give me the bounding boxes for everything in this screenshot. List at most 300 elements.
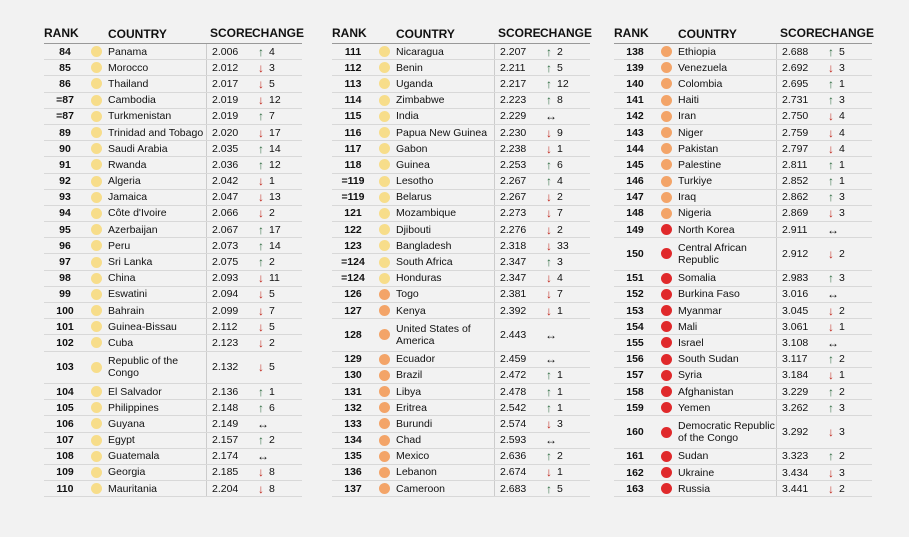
level-cell <box>86 176 106 187</box>
table-row <box>44 416 302 432</box>
country-name: Lebanon <box>396 466 437 479</box>
rank-value: 147 <box>626 191 644 204</box>
table-header <box>614 20 875 44</box>
table-row <box>614 416 872 448</box>
change-value: 5 <box>269 320 275 333</box>
rank-value: 141 <box>626 94 644 107</box>
level-cell <box>374 176 394 187</box>
country-name: Mexico <box>396 450 430 463</box>
change-cell <box>250 360 302 374</box>
change-value: 3 <box>839 401 845 414</box>
arrow-up-icon: ↑ <box>546 368 552 383</box>
level-dot-icon <box>91 321 102 332</box>
change-cell <box>538 255 590 269</box>
score-value: 2.574 <box>494 416 538 431</box>
rank-value: 145 <box>626 158 644 171</box>
country-name: Trinidad and Tobago <box>108 126 204 139</box>
level-dot-icon <box>379 483 390 494</box>
arrow-down-icon: ↓ <box>828 319 834 334</box>
level-dot-icon <box>661 483 672 494</box>
level-dot-icon <box>91 62 102 73</box>
level-dot-icon <box>379 354 390 365</box>
country-name: Guinea-Bissau <box>108 320 177 333</box>
rank-value: 114 <box>344 94 362 107</box>
score-value: 3.441 <box>776 481 820 496</box>
change-value: 8 <box>269 466 275 479</box>
rank-value: 132 <box>344 401 362 414</box>
score-value: 2.811 <box>776 157 820 172</box>
score-value: 2.392 <box>494 303 538 318</box>
country-name: Cameroon <box>396 482 446 495</box>
country-name: Turkiye <box>678 175 713 188</box>
change-value: 1 <box>839 369 845 382</box>
arrow-down-icon: ↓ <box>828 465 834 480</box>
level-dot-icon <box>379 329 390 340</box>
change-value: 1 <box>557 385 563 398</box>
change-value: 9 <box>557 126 563 139</box>
change-cell <box>538 304 590 318</box>
score-value: 3.292 <box>776 416 820 447</box>
level-dot-icon <box>661 224 672 235</box>
change-value: 12 <box>557 77 569 90</box>
level-dot-icon <box>91 402 102 413</box>
table-row <box>614 303 872 319</box>
arrow-down-icon: ↓ <box>258 174 264 189</box>
change-cell <box>250 271 302 285</box>
score-value: 2.020 <box>206 125 250 140</box>
arrow-up-icon: ↑ <box>828 352 834 367</box>
score-value: 2.230 <box>494 125 538 140</box>
level-dot-icon <box>91 176 102 187</box>
change-cell <box>820 368 872 382</box>
rank-value: 89 <box>59 126 71 139</box>
score-value: 2.318 <box>494 238 538 253</box>
table-row <box>614 449 872 465</box>
change-value: 3 <box>557 256 563 269</box>
level-cell <box>374 273 394 284</box>
level-cell <box>374 483 394 494</box>
score-value: 2.347 <box>494 254 538 269</box>
change-cell <box>820 271 872 285</box>
level-cell <box>374 305 394 316</box>
change-cell <box>250 61 302 75</box>
change-value: 2 <box>269 207 275 220</box>
table-row <box>44 287 302 303</box>
change-value: 4 <box>557 272 563 285</box>
rank-header: RANK <box>332 26 367 40</box>
arrow-down-icon: ↓ <box>258 303 264 318</box>
rank-column-3 <box>614 20 875 497</box>
country-name: South Africa <box>396 256 453 269</box>
level-cell <box>656 159 676 170</box>
rank-value: 161 <box>626 450 644 463</box>
arrow-up-icon: ↑ <box>828 190 834 205</box>
level-cell <box>86 240 106 251</box>
rank-value: 102 <box>56 336 74 349</box>
arrow-down-icon: ↓ <box>258 125 264 140</box>
rank-value: 86 <box>59 77 71 90</box>
change-cell <box>820 77 872 91</box>
table-row <box>614 319 872 335</box>
level-cell <box>656 46 676 57</box>
change-value: 12 <box>269 94 281 107</box>
table-row <box>614 222 872 238</box>
arrow-down-icon: ↓ <box>258 465 264 480</box>
arrow-down-icon: ↓ <box>828 60 834 75</box>
level-cell <box>656 305 676 316</box>
change-cell <box>250 109 302 123</box>
change-cell <box>250 174 302 188</box>
level-dot-icon <box>661 402 672 413</box>
change-value: 7 <box>269 304 275 317</box>
country-name: Belarus <box>396 191 432 204</box>
rank-value: 118 <box>344 158 362 171</box>
score-value: 2.094 <box>206 287 250 302</box>
country-name: Ecuador <box>396 353 436 366</box>
arrow-up-icon: ↑ <box>828 271 834 286</box>
arrow-up-icon: ↑ <box>828 157 834 172</box>
score-value: 2.381 <box>494 287 538 302</box>
level-cell <box>86 467 106 478</box>
change-value: 17 <box>269 223 281 236</box>
change-cell <box>820 93 872 107</box>
level-dot-icon <box>379 402 390 413</box>
rank-value: 106 <box>56 417 74 430</box>
change-cell <box>820 466 872 480</box>
score-value: 3.045 <box>776 303 820 318</box>
table-row <box>614 141 872 157</box>
level-dot-icon <box>91 362 102 373</box>
change-value: 2 <box>839 385 845 398</box>
score-value: 3.184 <box>776 368 820 383</box>
arrow-both-icon: ↔ <box>827 335 839 350</box>
change-value: 2 <box>557 45 563 58</box>
arrow-up-icon: ↑ <box>546 400 552 415</box>
change-value: 4 <box>269 45 275 58</box>
change-cell <box>820 449 872 463</box>
level-dot-icon <box>91 224 102 235</box>
table-row <box>44 157 302 173</box>
rank-value: 111 <box>344 45 362 58</box>
arrow-down-icon: ↓ <box>258 319 264 334</box>
level-cell <box>86 78 106 89</box>
country-name: Niger <box>678 126 704 139</box>
rank-value: 104 <box>56 385 74 398</box>
table-row <box>332 368 590 384</box>
change-value: 1 <box>839 158 845 171</box>
level-dot-icon <box>379 370 390 381</box>
change-cell <box>538 93 590 107</box>
rank-value: 135 <box>344 450 362 463</box>
level-cell <box>374 111 394 122</box>
score-value: 2.636 <box>494 449 538 464</box>
table-row <box>44 319 302 335</box>
level-cell <box>656 127 676 138</box>
arrow-down-icon: ↓ <box>258 287 264 302</box>
level-cell <box>374 418 394 429</box>
score-value: 2.006 <box>206 44 250 59</box>
score-header: SCORE <box>780 26 823 40</box>
table-row <box>332 271 590 287</box>
arrow-down-icon: ↓ <box>258 360 264 375</box>
arrow-up-icon: ↑ <box>258 255 264 270</box>
level-cell <box>656 289 676 300</box>
country-name: Burundi <box>396 417 433 430</box>
country-name: Ukraine <box>678 466 715 479</box>
country-name: Pakistan <box>678 142 719 155</box>
table-row <box>332 60 590 76</box>
arrow-up-icon: ↑ <box>828 400 834 415</box>
level-dot-icon <box>91 451 102 462</box>
country-name: Ethiopia <box>678 45 716 58</box>
level-dot-icon <box>379 78 390 89</box>
level-dot-icon <box>91 143 102 154</box>
rank-value: 85 <box>59 61 71 74</box>
arrow-down-icon: ↓ <box>546 303 552 318</box>
change-cell <box>538 482 590 496</box>
arrow-both-icon: ↔ <box>545 327 557 342</box>
change-cell <box>250 433 302 447</box>
change-value: 6 <box>269 401 275 414</box>
level-dot-icon <box>379 273 390 284</box>
rank-value: =119 <box>341 191 365 204</box>
level-dot-icon <box>661 467 672 478</box>
arrow-up-icon: ↑ <box>258 400 264 415</box>
country-name: Afghanistan <box>678 385 734 398</box>
level-cell <box>86 451 106 462</box>
table-row <box>44 481 302 497</box>
rank-value: 84 <box>59 45 71 58</box>
arrow-down-icon: ↓ <box>546 416 552 431</box>
change-cell <box>250 287 302 301</box>
level-cell <box>86 402 106 413</box>
level-dot-icon <box>661 127 672 138</box>
arrow-down-icon: ↓ <box>828 303 834 318</box>
change-cell <box>820 206 872 220</box>
level-dot-icon <box>379 257 390 268</box>
change-value: 3 <box>839 466 845 479</box>
change-cell <box>820 174 872 188</box>
level-dot-icon <box>379 305 390 316</box>
score-value: 2.073 <box>206 238 250 253</box>
country-name: Central African Republic <box>678 241 747 266</box>
table-row <box>614 352 872 368</box>
change-header: CHANGE <box>822 26 875 40</box>
level-cell <box>86 418 106 429</box>
country-name: Burkina Faso <box>678 288 740 301</box>
change-header: CHANGE <box>252 26 305 40</box>
rank-value: =124 <box>341 272 365 285</box>
level-dot-icon <box>379 111 390 122</box>
table-row <box>614 76 872 92</box>
country-name: Israel <box>678 336 704 349</box>
level-dot-icon <box>91 78 102 89</box>
change-value: 5 <box>839 45 845 58</box>
table-row <box>614 93 872 109</box>
change-value: 4 <box>557 175 563 188</box>
table-row <box>614 384 872 400</box>
table-row <box>44 222 302 238</box>
country-name: Iraq <box>678 191 697 204</box>
rank-value: 156 <box>626 353 644 366</box>
table-row <box>44 271 302 287</box>
level-dot-icon <box>379 62 390 73</box>
score-value: 3.061 <box>776 319 820 334</box>
rank-value: 133 <box>344 417 362 430</box>
change-value: 11 <box>269 272 280 285</box>
country-header: COUNTRY <box>396 27 455 41</box>
country-name: Mali <box>678 320 698 333</box>
change-cell <box>538 465 590 479</box>
level-dot-icon <box>661 159 672 170</box>
country-name: El Salvador <box>108 385 162 398</box>
change-value: 2 <box>839 353 845 366</box>
rank-value: 134 <box>344 434 362 447</box>
rank-value: 137 <box>344 482 362 495</box>
rank-value: 142 <box>626 110 644 123</box>
arrow-both-icon: ↔ <box>545 352 557 367</box>
table-row <box>614 190 872 206</box>
rank-value: 148 <box>626 207 644 220</box>
score-value: 2.276 <box>494 222 538 237</box>
table-row <box>44 449 302 465</box>
country-name: Nicaragua <box>396 45 444 58</box>
change-cell <box>538 142 590 156</box>
level-dot-icon <box>661 62 672 73</box>
level-dot-icon <box>91 435 102 446</box>
change-value: 1 <box>557 466 563 479</box>
arrow-down-icon: ↓ <box>546 141 552 156</box>
rank-value: 97 <box>59 256 71 269</box>
rank-value: 122 <box>344 223 362 236</box>
table-row <box>614 238 872 270</box>
country-name: Panama <box>108 45 148 58</box>
country-name: Djibouti <box>396 223 432 236</box>
level-dot-icon <box>379 46 390 57</box>
score-value: 2.123 <box>206 335 250 350</box>
level-cell <box>374 467 394 478</box>
level-dot-icon <box>661 354 672 365</box>
country-name: Somalia <box>678 272 716 285</box>
arrow-up-icon: ↑ <box>258 238 264 253</box>
level-cell <box>374 46 394 57</box>
level-cell <box>374 192 394 203</box>
country-name: Eritrea <box>396 401 427 414</box>
score-value: 2.149 <box>206 416 250 431</box>
score-value: 2.688 <box>776 44 820 59</box>
change-value: 4 <box>839 142 845 155</box>
score-value: 2.174 <box>206 449 250 464</box>
level-cell <box>86 483 106 494</box>
change-value: 8 <box>269 482 275 495</box>
score-value: 2.211 <box>494 60 538 75</box>
arrow-up-icon: ↑ <box>258 222 264 237</box>
arrow-down-icon: ↓ <box>258 93 264 108</box>
level-cell <box>86 273 106 284</box>
table-row <box>44 303 302 319</box>
change-cell <box>820 385 872 399</box>
country-name: Turkmenistan <box>108 110 172 123</box>
country-name: Jamaica <box>108 191 148 204</box>
level-cell <box>374 435 394 446</box>
table-row <box>614 465 872 481</box>
arrow-up-icon: ↑ <box>828 76 834 91</box>
score-value: 2.443 <box>494 319 538 350</box>
country-name: Sri Lanka <box>108 256 153 269</box>
table-row <box>44 206 302 222</box>
country-name: Chad <box>396 434 422 447</box>
arrow-down-icon: ↓ <box>546 222 552 237</box>
change-cell <box>538 61 590 75</box>
level-cell <box>374 402 394 413</box>
score-value: 2.012 <box>206 60 250 75</box>
change-value: 14 <box>269 239 281 252</box>
rank-value: =119 <box>341 175 365 188</box>
score-value: 2.542 <box>494 400 538 415</box>
table-row <box>332 238 590 254</box>
table-row <box>332 93 590 109</box>
change-cell <box>538 206 590 220</box>
table-row <box>614 335 872 351</box>
country-name: Papua New Guinea <box>396 126 488 139</box>
level-cell <box>86 337 106 348</box>
country-name: Rwanda <box>108 158 147 171</box>
rank-value: 96 <box>59 239 71 252</box>
level-cell <box>374 143 394 154</box>
change-cell <box>820 425 872 439</box>
rank-value: 158 <box>626 385 644 398</box>
rank-value: 109 <box>56 466 74 479</box>
table-row <box>44 190 302 206</box>
arrow-down-icon: ↓ <box>828 141 834 156</box>
change-value: 33 <box>557 239 569 252</box>
arrow-down-icon: ↓ <box>258 76 264 91</box>
level-cell <box>656 451 676 462</box>
change-cell <box>250 482 302 496</box>
level-dot-icon <box>379 467 390 478</box>
level-dot-icon <box>379 159 390 170</box>
score-value: 2.273 <box>494 206 538 221</box>
rank-value: 131 <box>344 385 362 398</box>
table-row <box>332 76 590 92</box>
change-value: 3 <box>839 94 845 107</box>
change-value: 7 <box>557 288 563 301</box>
change-cell <box>250 223 302 237</box>
table-row <box>44 109 302 125</box>
score-value: 3.323 <box>776 449 820 464</box>
score-value: 2.075 <box>206 254 250 269</box>
level-cell <box>86 257 106 268</box>
rank-value: 146 <box>626 175 644 188</box>
change-cell <box>250 77 302 91</box>
country-name: South Sudan <box>678 353 739 366</box>
change-value: 4 <box>839 110 845 123</box>
level-cell <box>656 62 676 73</box>
arrow-up-icon: ↑ <box>258 433 264 448</box>
level-dot-icon <box>379 208 390 219</box>
score-header: SCORE <box>498 26 541 40</box>
change-cell <box>820 320 872 334</box>
country-name: Honduras <box>396 272 442 285</box>
arrow-down-icon: ↓ <box>258 206 264 221</box>
score-value: 2.132 <box>206 352 250 383</box>
table-row <box>44 76 302 92</box>
country-name: Thailand <box>108 77 149 90</box>
change-cell <box>538 239 590 253</box>
level-dot-icon <box>91 273 102 284</box>
country-name: Myanmar <box>678 304 722 317</box>
rank-value: 139 <box>626 61 644 74</box>
